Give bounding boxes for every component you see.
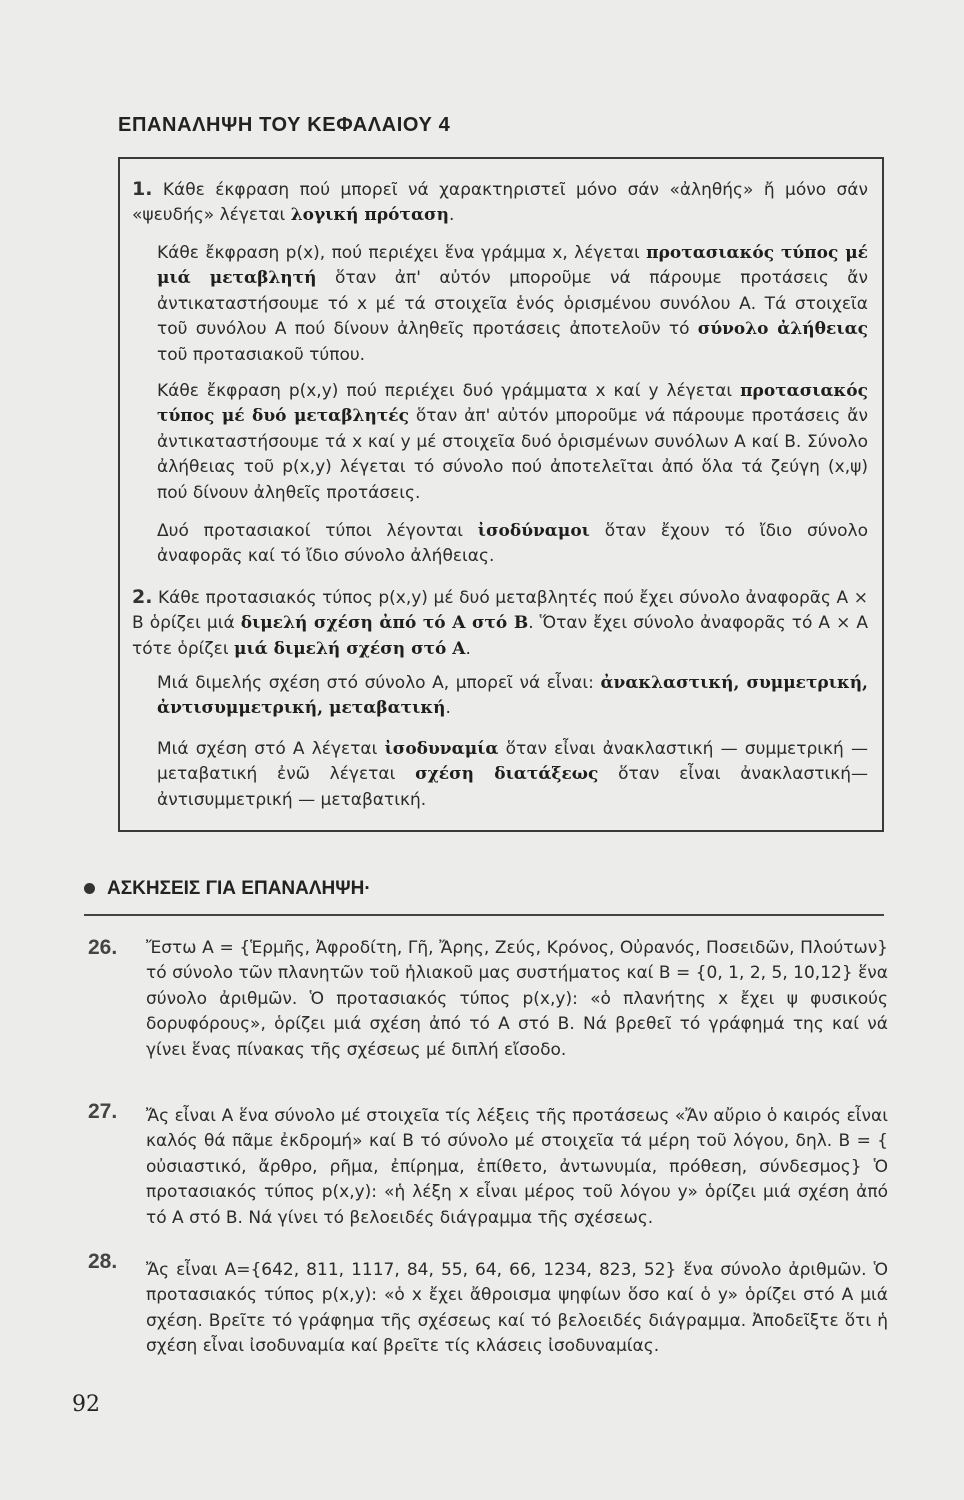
bold-term: ἀνακλαστική, συμμετρική, ἀντισυμμετρική, μεταβατική	[157, 673, 868, 719]
page-number: 92	[72, 1392, 100, 1417]
bold-term: προτασιακός τύπος μέ μιά μεταβλητή	[157, 243, 868, 289]
item-number: 2.	[132, 586, 153, 608]
summary-item-1: 1. Κάθε έκφραση πού μπορεῖ νά χαρακτηριστεῖ μόνο σάν «ἀληθής» ἤ μόνο σάν «ψευδής» λέγεται λογική πρόταση.	[132, 178, 868, 226]
summary-item-2: 2. Κάθε προτασιακός τύπος p(x,y) μέ δυό μεταβλητές πού ἔχει σύνολο ἀναφορᾶς Α × Β ὁρίζει μιά διμελή σχέση ἀπό τό Α στό Β. Ὅταν ἔχει σύνολο ἀναφορᾶς τό Α × Α τότε ὁρίζει μιά διμελή σχέση στό Α.	[132, 586, 869, 659]
exercise-number: 27.	[88, 1100, 118, 1123]
bold-term: ἰσοδυναμία	[384, 739, 499, 759]
summary-box	[118, 157, 884, 832]
divider	[84, 914, 884, 916]
bold-term: προτασιακός τύπος μέ δυό μεταβλητές	[157, 381, 868, 427]
bold-term: σύνολο ἀλήθειας	[697, 319, 868, 340]
bold-term: ἰσοδύναμοι	[477, 521, 590, 541]
summary-paragraph: Μιά διμελής σχέση στό σύνολο Α, μπορεῖ νά εἶναι: ἀνακλαστική, συμμετρική, ἀντισυμμετρική, μεταβατική.	[157, 673, 868, 719]
summary-paragraph: Δυό προτασιακοί τύποι λέγονται ἰσοδύναμοι ὅταν ἔχουν τό ἴδιο σύνολο ἀναφορᾶς καί τό ἴδιο σύνολο ἀλήθειας.	[157, 521, 868, 567]
exercise-text: Ἔστω Α = {Ἑρμῆς, Ἀφροδίτη, Γῆ, Ἄρης, Ζεύς, Κρόνος, Οὐρανός, Ποσειδῶν, Πλούτων} τό σύνολο τῶν πλανητῶν τοῦ ἡλιακοῦ μας συστήματος καί Β = {0, 1, 2, 5, 10,12} ἕνα σύνολο ἀριθμῶν. Ὁ προτασιακός τύπος p(x,y): «ὁ πλανήτης x ἔχει ψ φυσικούς δορυφόρους», ὁρίζει μιά σχέση ἀπό τό Α στό Β. Νά βρεθεῖ τό γράφημά της καί νά γίνει ἕνας πίνακας τῆς σχέσεως μέ διπλή εἴσοδο.	[146, 938, 888, 1060]
item-number: 1.	[132, 178, 153, 200]
bullet-icon	[84, 883, 95, 894]
exercise-number: 28.	[88, 1250, 118, 1273]
bold-term: λογική πρόταση	[290, 205, 449, 226]
exercise-number: 26.	[88, 936, 118, 959]
exercise-text: Ἄς εἶναι Α ἕνα σύνολο μέ στοιχεῖα τίς λέξεις τῆς προτάσεως «Ἄν αὔριο ὁ καιρός εἶναι καλός θά πᾶμε ἐκδρομή» καί Β τό σύνολο μέ στοιχεῖα τά μέρη τοῦ λόγου, δηλ. Β = { οὐσιαστικό, ἄρθρο, ρῆμα, ἐπίρημα, ἐπίθετο, ἀντωνυμία, πρόθεση, σύνδεσμος} Ὁ προτασιακός τύπος p(x,y): «ἡ λέξη x εἶναι μέρος τοῦ λόγου y» ὁρίζει μιά σχέση ἀπό τό Α στό Β. Νά γίνει τό βελοειδές διάγραμμα τῆς σχέσεως.	[146, 1106, 888, 1228]
exercises-heading: ΑΣΚΗΣΕΙΣ ΓΙΑ ΕΠΑΝΑΛΗΨΗ·	[84, 878, 371, 900]
chapter-review-title: ΕΠΑΝΑΛΗΨΗ ΤΟΥ ΚΕΦΑΛΑΙΟΥ 4	[118, 114, 451, 136]
bold-term: σχέση διατάξεως	[415, 764, 599, 785]
bold-term: διμελή σχέση ἀπό τό Α στό Β	[240, 613, 529, 634]
exercise-text: Ἄς εἶναι Α={642, 811, 1117, 84, 55, 64, 66, 1234, 823, 52} ἕνα σύνολο ἀριθμῶν. Ὁ προτασιακός τύπος p(x,y): «ὁ x ἔχει ἄθροισμα ψηφίων ὅσο καί ὁ y» ὁρίζει στό Α μιά σχέση. Βρεῖτε τό γράφημα τῆς σχέσεως καί τό βελοειδές διάγραμμα. Ἀποδεῖξτε ὅτι ἡ σχέση εἶναι ἰσοδυναμία καί βρεῖτε τίς κλάσεις ἰσοδυναμίας.	[146, 1260, 888, 1357]
summary-paragraph: Κάθε ἔκφραση p(x,y) πού περιέχει δυό γράμματα x καί y λέγεται προτασιακός τύπος μέ δυό μεταβλητές ὅταν ἀπ' αὐτόν μποροῦμε νά πάρουμε προτάσεις ἄν ἀντικαταστήσουμε τά x καί y μέ στοιχεῖα δυό ὁρισμένων συνόλων Α καί Β. Σύνολο ἀλήθειας τοῦ p(x,y) λέγεται τό σύνολο πού ἀποτελεῖται ἀπό ὅλα τά ζεύγη (x,ψ) πού δίνουν ἀληθεῖς προτάσεις.	[157, 381, 868, 503]
summary-paragraph: Κάθε ἔκφραση p(x), πού περιέχει ἕνα γράμμα x, λέγεται προτασιακός τύπος μέ μιά μεταβλητή ὅταν ἀπ' αὐτόν μποροῦμε νά πάρουμε προτάσεις ἄν ἀντικαταστήσουμε τό x μέ τά στοιχεῖα ἑνός ὁρισμένου συνόλου Α. Τά στοιχεῖα τοῦ συνόλου Α πού δίνουν ἀληθεῖς προτάσεις ἀποτελοῦν τό σύνολο ἀλήθειας τοῦ προτασιακοῦ τύπου.	[157, 243, 868, 365]
summary-paragraph: Μιά σχέση στό Α λέγεται ἰσοδυναμία ὅταν εἶναι ἀνακλαστική — συμμετρική — μεταβατική ἐνῶ λέγεται σχέση διατάξεως ὅταν εἶναι ἀνακλαστική—ἀντισυμμετρική — μεταβατική.	[157, 739, 868, 810]
bold-term: μιά διμελή σχέση στό Α	[234, 638, 466, 659]
